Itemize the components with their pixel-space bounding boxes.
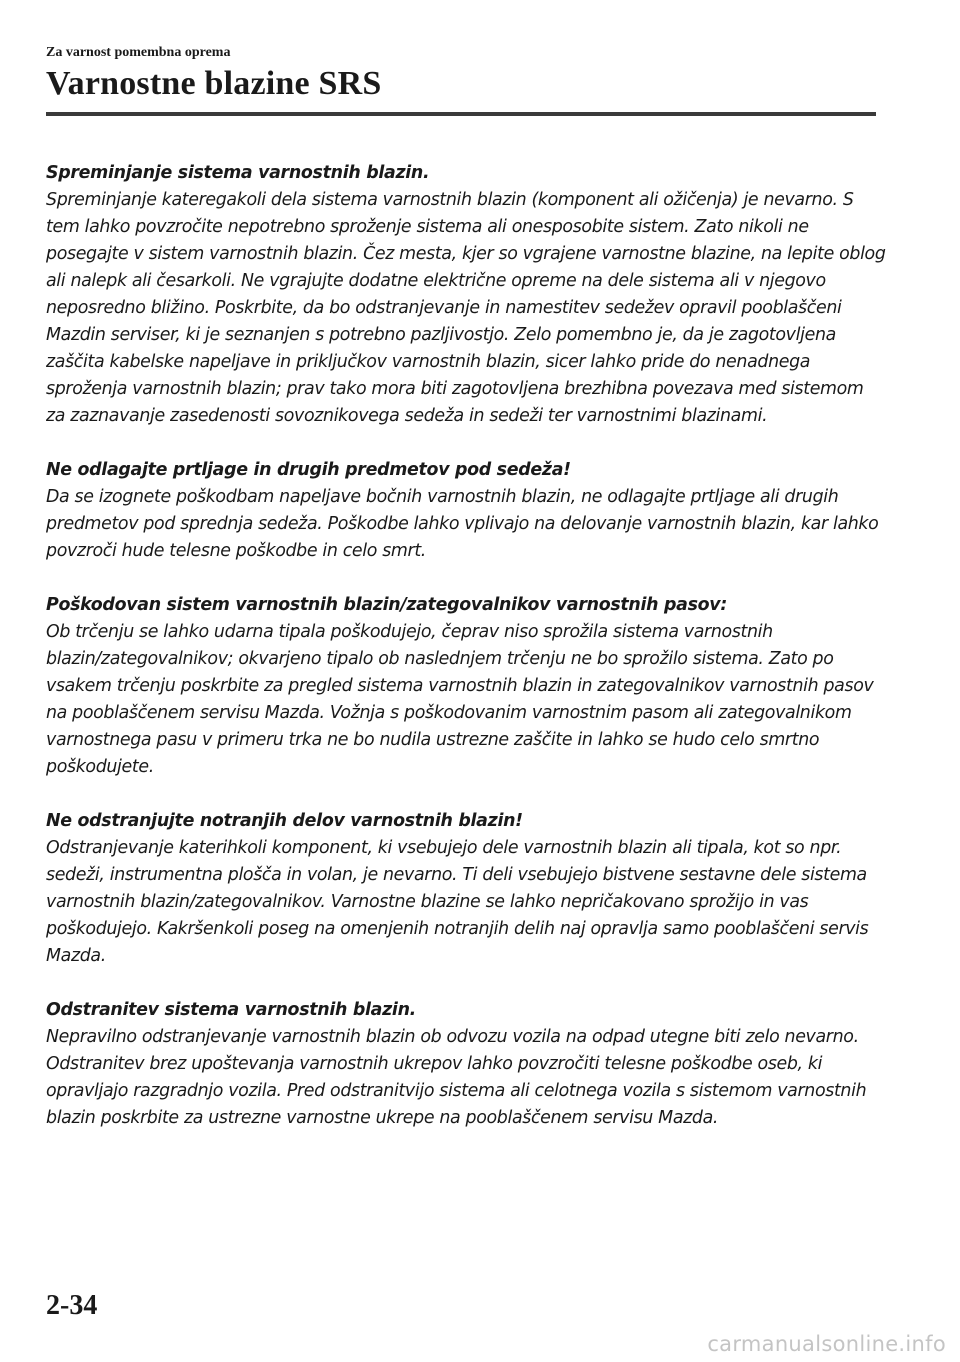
warning-block-luggage xyxy=(46,457,886,565)
watermark: carmanualsonline.info xyxy=(707,1332,946,1356)
warning-block-modification xyxy=(46,160,886,430)
page-title: Varnostne blazine SRS xyxy=(46,65,382,102)
block-heading: Ne odstranjujte notranjih delov varnostnih blazin! xyxy=(46,811,523,831)
warning-block-interior-parts xyxy=(46,808,886,970)
title-divider xyxy=(46,112,876,116)
block-body: Da se izognete poškodbam napeljave bočnih varnostnih blazin, ne odlagajte prtljage ali drugih predmetov pod sprednja sedeža. Poškodbe lahko vplivajo na delovanje varnostnih blazin, kar lahko povzroči hude telesne poškodbe in celo smrt. xyxy=(46,487,879,561)
warning-content xyxy=(46,160,886,1159)
block-body: Nepravilno odstranjevanje varnostnih blazin ob odvozu vozila na odpad utegne biti zelo nevarno. Odstranitev brez upoštevanja varnostnih ukrepov lahko povzročiti telesne poškodbe oseb, ki opravljajo razgradnjo vozila. Pred odstranitvijo sistema ali celotnega vozila s sistemom varnostnih blazin poskrbite za ustrezne varnostne ukrepe na pooblaščenem servisu Mazda. xyxy=(46,1027,867,1128)
page-header xyxy=(46,44,876,116)
section-label: Za varnost pomembna oprema xyxy=(46,45,231,60)
block-heading: Ne odlagajte prtljage in drugih predmetov pod sedeža! xyxy=(46,460,571,480)
block-body: Ob trčenju se lahko udarna tipala poškodujejo, čeprav niso sprožila sistema varnostnih blazin/zategovalnikov; okvarjeno tipalo ob naslednjem trčenju ne bo sprožilo sistema. Zato po vsakem trčenju poskrbite za pregled sistema varnostnih blazin in zategovalnikov varnostnih pasov na pooblaščenem servisu Mazda. Vožnja s poškodovanim varnostnim pasom ali zategovalnikom varnostnega pasu v primeru trka ne bo nudila ustrezne zaščite in lahko se hudo celo smrtno poškodujete. xyxy=(46,622,874,777)
warning-block-disposal xyxy=(46,997,886,1132)
page-number: 2-34 xyxy=(46,1290,98,1321)
block-body: Spreminjanje kateregakoli dela sistema varnostnih blazin (komponent ali ožičenja) je nevarno. S tem lahko povzročite nepotrebno sproženje sistema ali onesposobite sistem. Zato nikoli ne posegajte v sistem varnostnih blazin. Čez mesta, kjer so vgrajene varnostne blazine, na lepite oblog ali nalepk ali česarkoli. Ne vgrajujte dodatne električne opreme na dele sistema ali v njegovo neposredno bližino. Poskrbite, da bo odstranjevanje in namestitev sedežev opravil pooblaščeni Mazdin serviser, ki je seznanjen s potrebno pazljivostjo. Zelo pomembno je, da je zagotovljena zaščita kabelske napeljave in priključkov varnostnih blazin, sicer lahko pride do nenadnega sproženja varnostnih blazin; prav tako mora biti zagotovljena brezhibna povezava med sistemom za zaznavanje zasedenosti sovoznikovega sedeža in sedeži ter varnostnimi blazinami. xyxy=(46,190,886,426)
warning-block-damaged-system xyxy=(46,592,886,781)
block-heading: Poškodovan sistem varnostnih blazin/zategovalnikov varnostnih pasov: xyxy=(46,595,727,615)
block-heading: Odstranitev sistema varnostnih blazin. xyxy=(46,1000,416,1020)
block-body: Odstranjevanje katerihkoli komponent, ki vsebujejo dele varnostnih blazin ali tipala, kot so npr. sedeži, instrumentna plošča in volan, je nevarno. Ti deli vsebujejo bistvene sestavne dele sistema varnostnih blazin/zategovalnikov. Varnostne blazine se lahko nepričakovano sprožijo in vas poškodujejo. Kakršenkoli poseg na omenjenih notranjih delih naj opravlja samo pooblaščeni servis Mazda. xyxy=(46,838,869,966)
block-heading: Spreminjanje sistema varnostnih blazin. xyxy=(46,163,430,183)
